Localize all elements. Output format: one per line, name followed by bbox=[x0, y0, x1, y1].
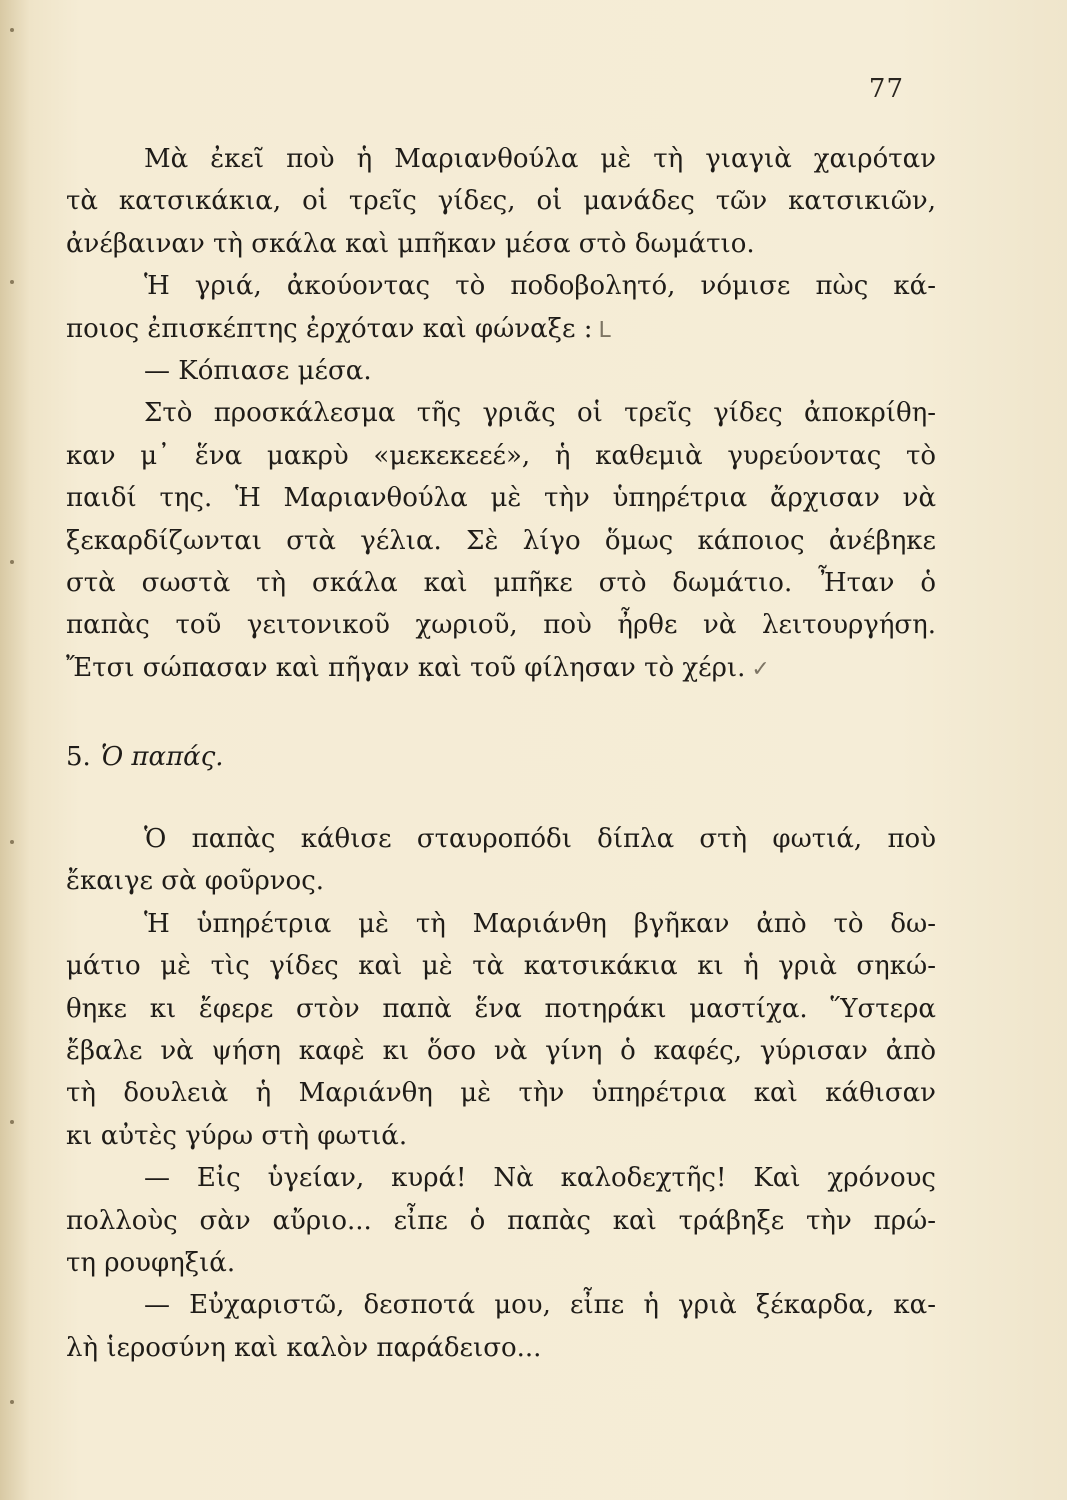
text-line-content: Ἔτσι σώπασαν καὶ πῆγαν καὶ τοῦ φίλησαν τὸ χέρι. bbox=[66, 652, 746, 683]
text-line: Ἡ γριά, ἀκούοντας τὸ ποδοβολητό, νόμισε πὼς κά- bbox=[144, 271, 936, 302]
text-line: θηκε κι ἔφερε στὸν παπὰ ἕνα ποτηράκι μαστίχα. Ὕστερα bbox=[66, 993, 936, 1024]
paragraph-block-2 bbox=[66, 818, 936, 1369]
text-line: Ὁ παπὰς κάθισε σταυροπόδι δίπλα στὴ φωτιά, ποὺ bbox=[144, 824, 936, 854]
text-line bbox=[66, 308, 936, 350]
text-line bbox=[66, 647, 936, 689]
text-line: ἔβαλε νὰ ψήση καφὲ κι ὅσο νὰ γίνη ὁ καφές, γύρισαν ἀπὸ bbox=[66, 1035, 936, 1066]
section-heading bbox=[66, 742, 224, 772]
checkmark-icon: ✓ bbox=[751, 656, 770, 682]
text-line: τη ρουφηξιά. bbox=[66, 1247, 236, 1278]
text-line: ἀνέβαιναν τὴ σκάλα καὶ μπῆκαν μέσα στὸ δωμάτιο. bbox=[66, 228, 755, 259]
text-line: παιδί της. Ἡ Μαριανθούλα μὲ τὴν ὑπηρέτρια ἄρχισαν νὰ bbox=[66, 483, 936, 514]
text-line: — Εὐχαριστῶ, δεσποτά μου, εἶπε ἡ γριὰ ξέκαρδα, κα- bbox=[144, 1290, 936, 1321]
text-line: τὴ δουλειὰ ἡ Μαριάνθη μὲ τὴν ὑπηρέτρια καὶ κάθισαν bbox=[66, 1078, 936, 1109]
text-line: στὰ σωστὰ τὴ σκάλα καὶ μπῆκε στὸ δωμάτιο. Ἦταν ὁ bbox=[66, 567, 936, 598]
text-line: κι αὐτὲς γύρω στὴ φωτιά. bbox=[66, 1120, 408, 1151]
text-line: πολλοὺς σὰν αὔριο... εἶπε ὁ παπὰς καὶ τράβηξε τὴν πρώ- bbox=[66, 1205, 936, 1236]
text-line-content: ποιος ἐπισκέπτης ἐρχόταν καὶ φώναξε : bbox=[66, 313, 593, 344]
text-line: παπὰς τοῦ γειτονικοῦ χωριοῦ, ποὺ ἦρθε νὰ λειτουργήση. bbox=[66, 610, 936, 641]
pencil-mark-icon: ᒪ bbox=[598, 317, 611, 343]
text-line: λὴ ἱεροσύνη καὶ καλὸν παράδεισο... bbox=[66, 1332, 542, 1363]
section-number: 5. bbox=[66, 742, 91, 772]
binding-hole bbox=[10, 560, 14, 564]
text-line: καν μ᾿ ἕνα μακρὺ «μεκεκεεέ», ἡ καθεμιὰ γυρεύοντας τὸ bbox=[66, 440, 936, 471]
text-line: μάτιο μὲ τὶς γίδες καὶ μὲ τὰ κατσικάκια κι ἡ γριὰ σηκώ- bbox=[66, 951, 936, 982]
binding-hole bbox=[10, 280, 14, 284]
text-line: — Εἰς ὑγείαν, κυρά! Νὰ καλοδεχτῆς! Καὶ χρόνους bbox=[144, 1163, 936, 1194]
text-line: Στὸ προσκάλεσμα τῆς γριᾶς οἱ τρεῖς γίδες ἀποκρίθη- bbox=[144, 398, 936, 429]
binding-hole bbox=[10, 28, 14, 32]
text-line: ξεκαρδίζωνται στὰ γέλια. Σὲ λίγο ὅμως κάποιος ἀνέβηκε bbox=[66, 525, 936, 556]
text-line: ἔκαιγε σὰ φοῦρνος. bbox=[66, 866, 325, 897]
page-number: 77 bbox=[868, 74, 904, 104]
binding-hole bbox=[10, 1400, 14, 1404]
binding-hole bbox=[10, 840, 14, 844]
text-line: — Κόπιασε μέσα. bbox=[144, 355, 372, 386]
text-line: τὰ κατσικάκια, οἱ τρεῖς γίδες, οἱ μανάδες τῶν κατσικιῶν, bbox=[66, 186, 936, 217]
binding-hole bbox=[10, 1120, 14, 1124]
paragraph-block-1 bbox=[66, 138, 936, 689]
text-line: Μὰ ἐκεῖ ποὺ ἡ Μαριανθούλα μὲ τὴ γιαγιὰ χαιρόταν bbox=[144, 144, 936, 174]
text-line: Ἡ ὑπηρέτρια μὲ τὴ Μαριάνθη βγῆκαν ἀπὸ τὸ δω- bbox=[144, 908, 936, 939]
section-title: Ὁ παπάς. bbox=[100, 742, 224, 772]
